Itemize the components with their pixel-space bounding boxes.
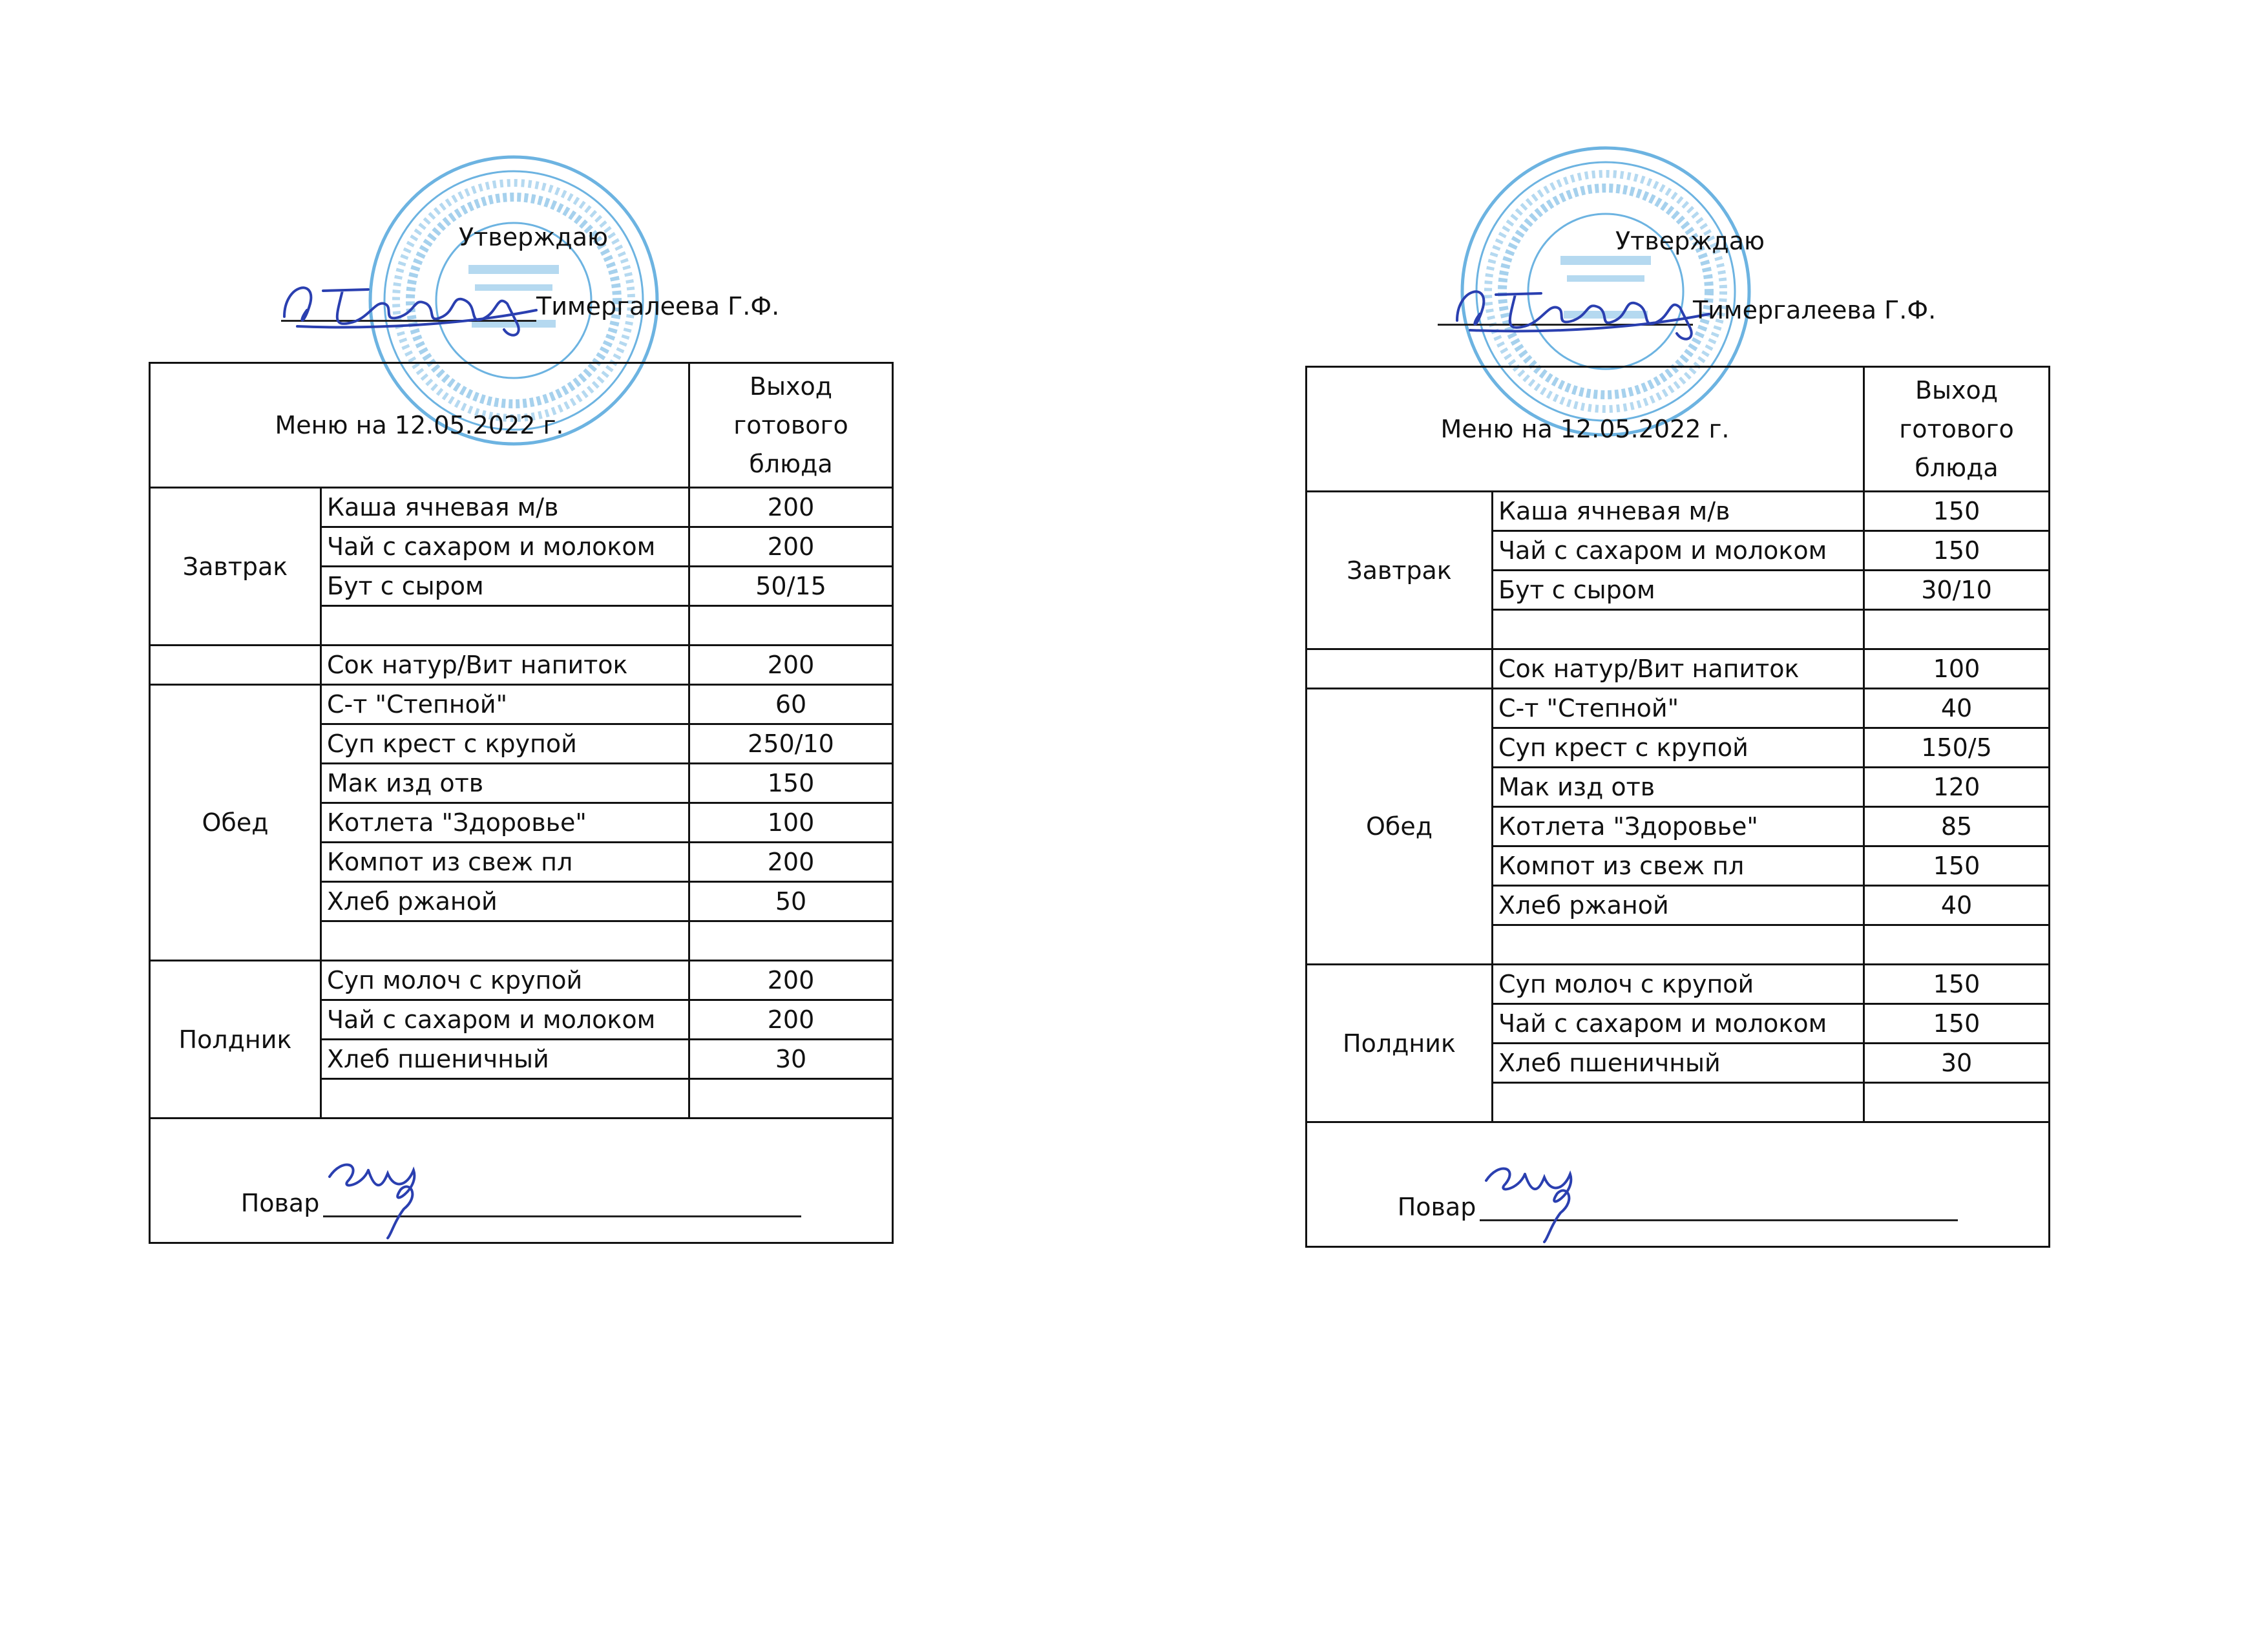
dish-name: Чай с сахаром и молоком: [321, 527, 689, 567]
dish-name: Чай с сахаром и молоком: [1493, 1004, 1864, 1044]
table-row: [1307, 965, 2050, 1004]
dish-name: Котлета "Здоровье": [321, 803, 689, 843]
cook-signature-icon: [323, 1151, 433, 1241]
dish-name: Бут с сыром: [321, 567, 689, 606]
dish-name: Суп молоч с крупой: [321, 961, 689, 1000]
dish-name: Хлеб ржаной: [1493, 886, 1864, 925]
empty-cell: [321, 921, 689, 961]
table-row: [1307, 689, 2050, 728]
approve-title: Утверждаю: [1615, 227, 1765, 255]
meal-afternoon: Полдник: [150, 961, 321, 1119]
dish-yield: 100: [1864, 649, 2050, 689]
dish-yield: 150: [1864, 965, 2050, 1004]
cook-cell: [150, 1119, 893, 1243]
dish-name: Хлеб пшеничный: [321, 1040, 689, 1079]
empty-cell: [1864, 610, 2050, 649]
cook-cell: [1307, 1122, 2050, 1247]
dish-yield: 85: [1864, 807, 2050, 846]
dish-yield: 200: [689, 1000, 893, 1040]
table-row: [1307, 649, 2050, 689]
dish-name: Суп молоч с крупой: [1493, 965, 1864, 1004]
yield-header: Выход готового блюда: [1864, 367, 2050, 492]
dish-yield: 60: [689, 685, 893, 724]
dish-name: Мак изд отв: [321, 764, 689, 803]
approval-block: [1305, 159, 2048, 366]
cook-row: [150, 1119, 893, 1243]
dish-name: Компот из свеж пл: [1493, 846, 1864, 886]
dish-name: Чай с сахаром и молоком: [1493, 531, 1864, 571]
empty-cell: [1864, 1083, 2050, 1122]
menu-sheet-left: [149, 155, 892, 1244]
dish-yield: 250/10: [689, 724, 893, 764]
approver-name: Тимергалеева Г.Ф.: [536, 292, 780, 320]
dish-name: Сок натур/Вит напиток: [1493, 649, 1864, 689]
meal-breakfast: Завтрак: [1307, 492, 1493, 649]
table-row: [1307, 492, 2050, 531]
empty-cell: [689, 606, 893, 646]
dish-name: Хлеб ржаной: [321, 882, 689, 921]
empty-cell: [689, 1079, 893, 1119]
cook-signature-line: [323, 1196, 801, 1217]
dish-name: Котлета "Здоровье": [1493, 807, 1864, 846]
signature-line: [281, 320, 536, 322]
dish-yield: 30: [1864, 1044, 2050, 1083]
dish-yield: 120: [1864, 768, 2050, 807]
dish-yield: 200: [689, 527, 893, 567]
handwritten-signature-icon: [1444, 269, 1716, 346]
cook-row: [1307, 1122, 2050, 1247]
empty-cell: [1493, 1083, 1864, 1122]
meal-lunch: Обед: [1307, 689, 1493, 965]
table-row: [150, 646, 893, 685]
approval-block: [149, 155, 892, 362]
empty-cell: [1493, 610, 1864, 649]
dish-name: Хлеб пшеничный: [1493, 1044, 1864, 1083]
dish-yield: 100: [689, 803, 893, 843]
empty-cell: [689, 921, 893, 961]
table-row: [150, 488, 893, 527]
menu-title: Меню на 12.05.2022 г.: [1307, 367, 1864, 492]
dish-yield: 150: [1864, 492, 2050, 531]
meal-empty: [1307, 649, 1493, 689]
dish-yield: 50/15: [689, 567, 893, 606]
dish-yield: 150: [1864, 531, 2050, 571]
approve-title: Утверждаю: [459, 223, 608, 251]
menu-sheet-right: [1305, 159, 2048, 1248]
dish-name: Суп крест с крупой: [321, 724, 689, 764]
dish-name: Чай с сахаром и молоком: [321, 1000, 689, 1040]
dish-yield: 150: [1864, 846, 2050, 886]
dish-name: Сок натур/Вит напиток: [321, 646, 689, 685]
cook-signature-icon: [1480, 1155, 1590, 1245]
approver-name: Тимергалеева Г.Ф.: [1693, 296, 1937, 324]
empty-cell: [1493, 925, 1864, 965]
meal-empty: [150, 646, 321, 685]
empty-cell: [321, 606, 689, 646]
signature-line: [1438, 324, 1693, 326]
table-row: [150, 961, 893, 1000]
dish-yield: 40: [1864, 886, 2050, 925]
menu-table: [1305, 366, 2050, 1248]
menu-title: Меню на 12.05.2022 г.: [150, 363, 689, 488]
meal-afternoon: Полдник: [1307, 965, 1493, 1122]
dish-name: Компот из свеж пл: [321, 843, 689, 882]
cook-label: Повар: [1397, 1193, 1476, 1221]
dish-yield: 30/10: [1864, 571, 2050, 610]
dish-name: Мак изд отв: [1493, 768, 1864, 807]
dish-name: Бут с сыром: [1493, 571, 1864, 610]
dish-yield: 150: [689, 764, 893, 803]
cook-signature-line: [1480, 1200, 1958, 1221]
dish-yield: 40: [1864, 689, 2050, 728]
meal-lunch: Обед: [150, 685, 321, 961]
dish-yield: 50: [689, 882, 893, 921]
header-row: [1307, 367, 2050, 492]
dish-name: С-т "Степной": [1493, 689, 1864, 728]
dish-yield: 150/5: [1864, 728, 2050, 768]
dish-yield: 200: [689, 843, 893, 882]
dish-name: Каша ячневая м/в: [321, 488, 689, 527]
table-row: [150, 685, 893, 724]
yield-header: Выход готового блюда: [689, 363, 893, 488]
dish-yield: 30: [689, 1040, 893, 1079]
handwritten-signature-icon: [271, 265, 543, 342]
dish-yield: 200: [689, 646, 893, 685]
dish-name: С-т "Степной": [321, 685, 689, 724]
dish-name: Суп крест с крупой: [1493, 728, 1864, 768]
menu-table: [149, 362, 894, 1244]
empty-cell: [1864, 925, 2050, 965]
dish-yield: 200: [689, 488, 893, 527]
dish-yield: 150: [1864, 1004, 2050, 1044]
dish-name: Каша ячневая м/в: [1493, 492, 1864, 531]
cook-label: Повар: [240, 1189, 320, 1217]
meal-breakfast: Завтрак: [150, 488, 321, 646]
dish-yield: 200: [689, 961, 893, 1000]
empty-cell: [321, 1079, 689, 1119]
header-row: [150, 363, 893, 488]
